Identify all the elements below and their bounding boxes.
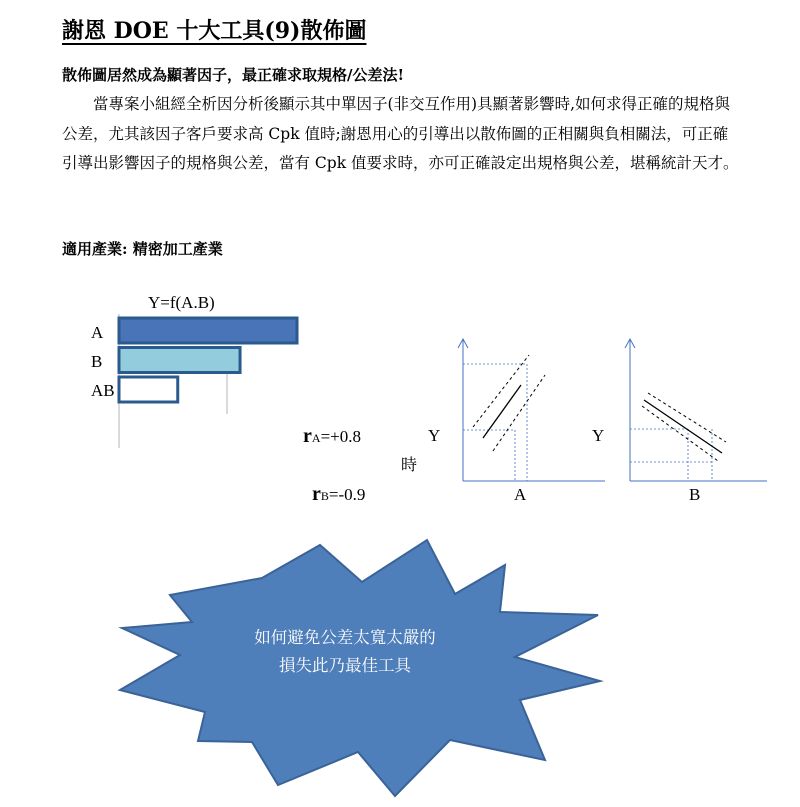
scatter-a-xlabel: A <box>514 485 527 504</box>
page-title: 謝恩 DOE 十大工具(9)散佈圖 <box>62 18 367 44</box>
bar-label-a: A <box>91 323 104 342</box>
bar-label-ab: AB <box>91 381 115 400</box>
correlation-a-label: rA=+0.8 <box>303 425 361 447</box>
applicable-industry: 適用產業: 精密加工產業 <box>62 240 223 258</box>
when-text: 時 <box>401 457 418 474</box>
description-paragraph: 當專案小組經全析因分析後顯示其中單因子(非交互作用)具顯著影響時,如何求得正確的規格與公差，尤其該因子客戶要求高 Cpk 值時;謝恩用心的引導出以散佈圖的正相關與負相關法，可正確引導出影響因子的規格與公差，當有 Cpk 值要求時，亦可正確設定出規格與公差，堪稱統計天才。 <box>62 95 739 172</box>
callout-text: 如何避免公差太寬太嚴的損失此乃最佳工具 <box>254 628 436 675</box>
subtitle: 散佈圖居然成為顯著因子，最正確求取規格/公差法! <box>62 66 405 84</box>
scatter-b-ylabel: Y <box>592 426 605 445</box>
scatter-b-xlabel: B <box>689 485 701 504</box>
bar-label-b: B <box>91 352 103 371</box>
bar-chart-title: Y=f(A.B) <box>148 293 215 312</box>
correlation-b-label: rB=-0.9 <box>312 483 366 505</box>
scatter-a-ylabel: Y <box>428 426 441 445</box>
